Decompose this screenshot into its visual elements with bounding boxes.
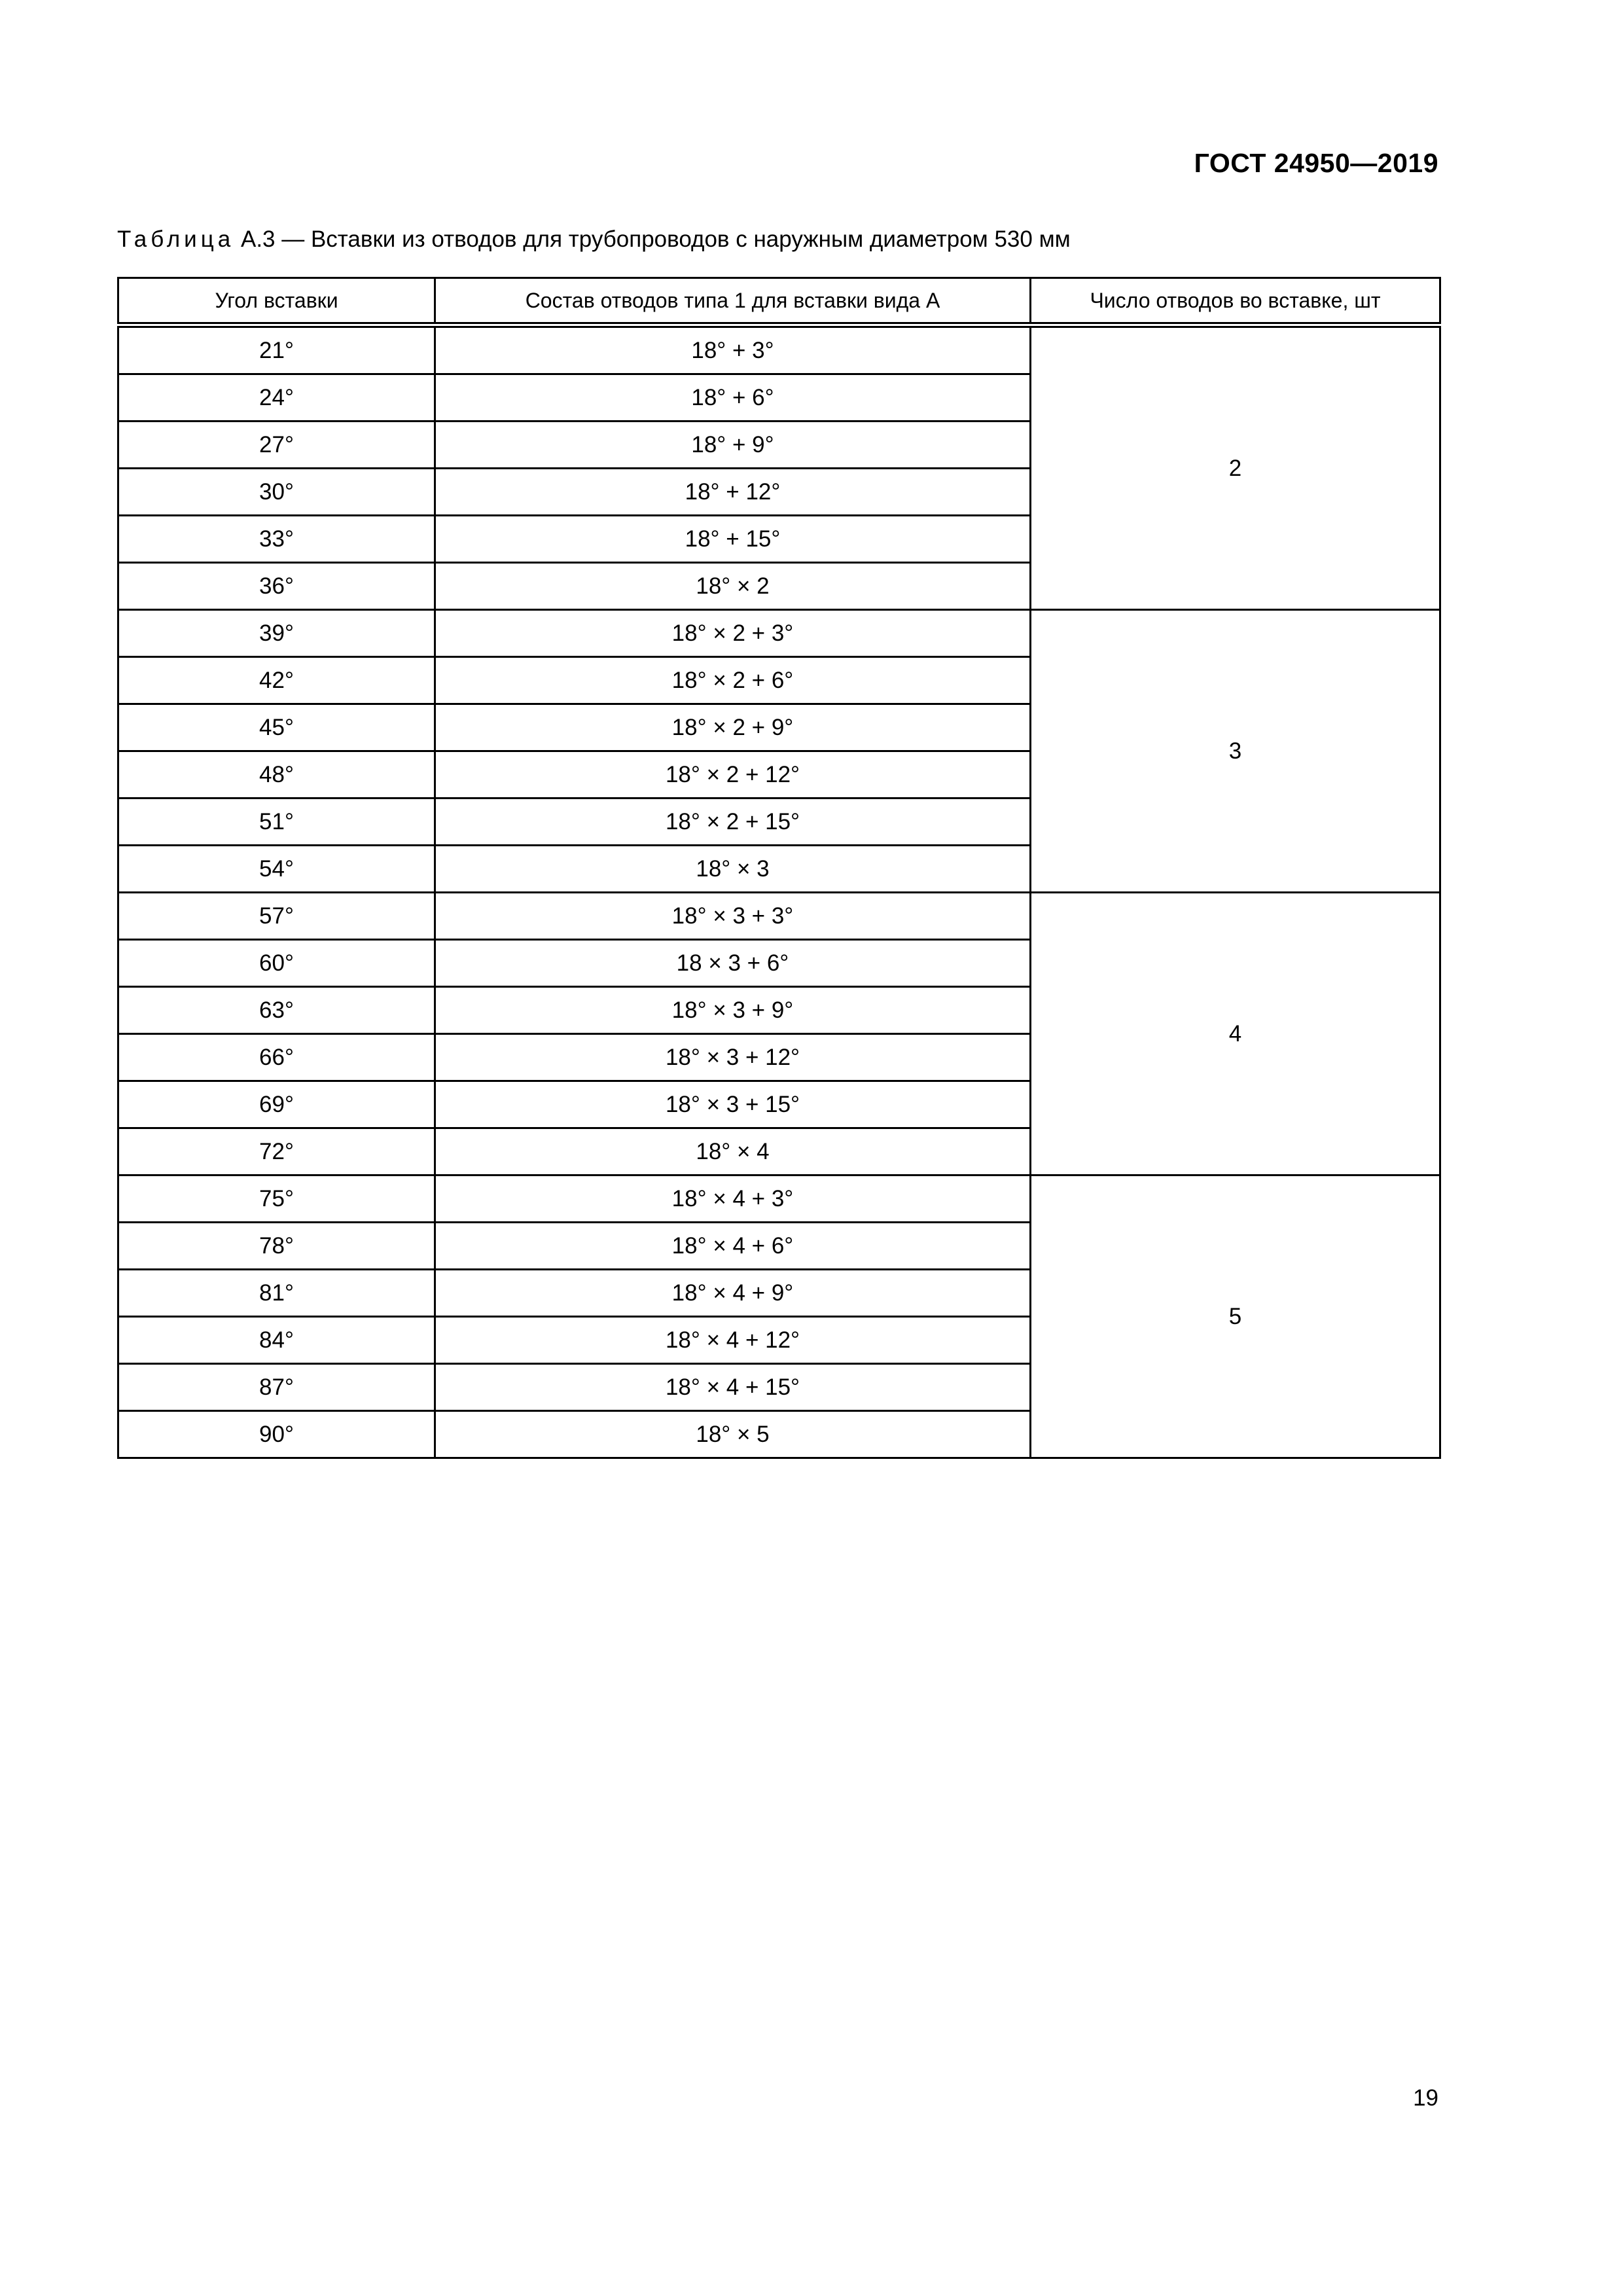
cell-composition: 18° × 4 + 12° [435, 1317, 1031, 1364]
cell-angle: 48° [118, 751, 435, 798]
cell-composition: 18° × 2 + 15° [435, 798, 1031, 846]
cell-composition: 18° × 4 [435, 1128, 1031, 1175]
cell-angle: 84° [118, 1317, 435, 1364]
cell-composition: 18° + 6° [435, 374, 1031, 422]
cell-angle: 45° [118, 704, 435, 751]
table-row [118, 893, 1440, 940]
table-caption-text: А.3 — Вставки из отводов для трубопроводов с наружным диаметром 530 мм [240, 226, 1071, 252]
cell-composition: 18° × 2 [435, 563, 1031, 610]
cell-composition: 18 × 3 + 6° [435, 940, 1031, 987]
cell-bend-count: 4 [1031, 893, 1440, 1175]
cell-angle: 78° [118, 1223, 435, 1270]
cell-composition: 18° × 3 + 15° [435, 1081, 1031, 1128]
cell-angle: 39° [118, 610, 435, 657]
cell-composition: 18° × 2 + 6° [435, 657, 1031, 704]
inserts-table [117, 277, 1441, 1459]
cell-angle: 24° [118, 374, 435, 422]
cell-composition: 18° × 3 [435, 846, 1031, 893]
table-caption [117, 226, 1071, 253]
cell-angle: 33° [118, 516, 435, 563]
cell-composition: 18° + 12° [435, 469, 1031, 516]
page-number: 19 [1413, 2085, 1438, 2111]
cell-composition: 18° × 5 [435, 1411, 1031, 1458]
cell-angle: 87° [118, 1364, 435, 1411]
table-caption-prefix: Таблица [117, 226, 235, 252]
cell-angle: 63° [118, 987, 435, 1034]
cell-composition: 18° × 4 + 9° [435, 1270, 1031, 1317]
cell-angle: 36° [118, 563, 435, 610]
cell-angle: 66° [118, 1034, 435, 1081]
cell-angle: 57° [118, 893, 435, 940]
cell-composition: 18° + 9° [435, 422, 1031, 469]
table-row [118, 325, 1440, 374]
cell-angle: 60° [118, 940, 435, 987]
cell-angle: 81° [118, 1270, 435, 1317]
table-row [118, 610, 1440, 657]
column-header-angle: Угол вставки [118, 278, 435, 325]
document-code: ГОСТ 24950—2019 [1194, 148, 1438, 178]
column-header-composition: Состав отводов типа 1 для вставки вида А [435, 278, 1031, 325]
table-row [118, 1175, 1440, 1223]
column-header-count: Число отводов во вставке, шт [1031, 278, 1440, 325]
cell-angle: 30° [118, 469, 435, 516]
cell-composition: 18° + 3° [435, 325, 1031, 374]
cell-bend-count: 2 [1031, 325, 1440, 610]
cell-angle: 72° [118, 1128, 435, 1175]
cell-composition: 18° × 2 + 3° [435, 610, 1031, 657]
cell-angle: 90° [118, 1411, 435, 1458]
cell-composition: 18° × 3 + 9° [435, 987, 1031, 1034]
cell-composition: 18° × 2 + 9° [435, 704, 1031, 751]
table-body [118, 325, 1440, 1458]
cell-angle: 51° [118, 798, 435, 846]
cell-angle: 27° [118, 422, 435, 469]
cell-angle: 75° [118, 1175, 435, 1223]
cell-composition: 18° × 4 + 3° [435, 1175, 1031, 1223]
cell-composition: 18° × 3 + 3° [435, 893, 1031, 940]
cell-composition: 18° × 3 + 12° [435, 1034, 1031, 1081]
cell-composition: 18° + 15° [435, 516, 1031, 563]
cell-composition: 18° × 2 + 12° [435, 751, 1031, 798]
cell-angle: 69° [118, 1081, 435, 1128]
cell-angle: 21° [118, 325, 435, 374]
cell-bend-count: 5 [1031, 1175, 1440, 1458]
cell-angle: 42° [118, 657, 435, 704]
cell-bend-count: 3 [1031, 610, 1440, 893]
cell-composition: 18° × 4 + 6° [435, 1223, 1031, 1270]
cell-composition: 18° × 4 + 15° [435, 1364, 1031, 1411]
cell-angle: 54° [118, 846, 435, 893]
table-header-row [118, 278, 1440, 325]
